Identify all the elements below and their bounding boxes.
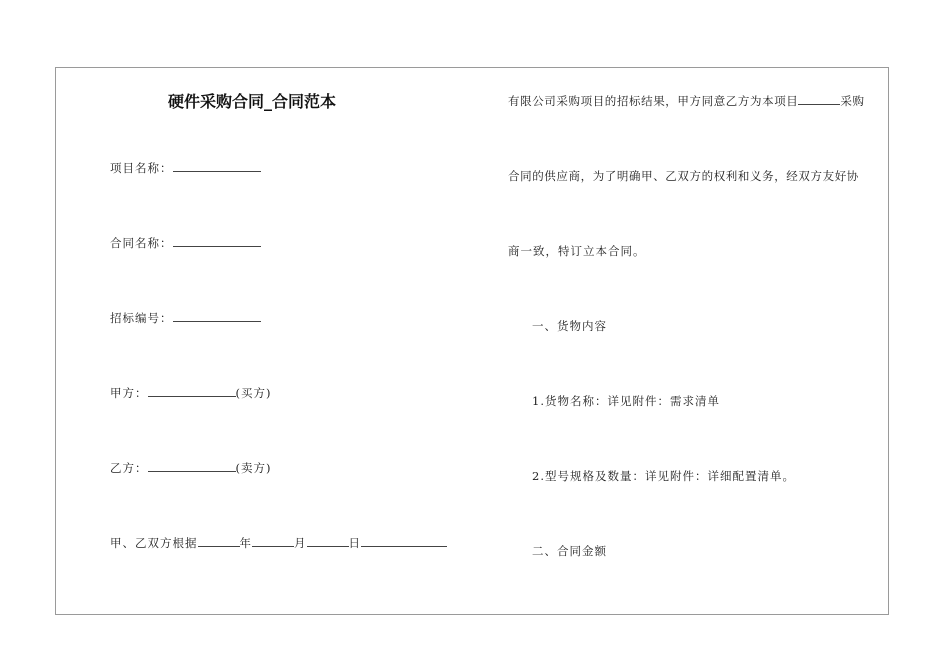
section-1-heading: 一、货物内容: [532, 319, 607, 333]
party-a-line: [110, 385, 271, 401]
para1-line3: 商一致，特订立本合同。: [508, 244, 646, 258]
day-blank: [307, 535, 349, 547]
project-blank: [798, 93, 840, 105]
party-b-role: (卖方): [235, 461, 272, 475]
para1-line2: 合同的供应商，为了明确甲、乙双方的权利和义务，经双方友好协: [508, 169, 859, 183]
trailing-blank: [361, 535, 447, 547]
section-2-heading: 二、合同金额: [532, 544, 607, 558]
project-name-blank: [173, 160, 261, 172]
bid-number-blank: [173, 310, 261, 322]
bid-number-label: 招标编号：: [110, 311, 173, 325]
contract-name-blank: [173, 235, 261, 247]
party-b-blank: [148, 460, 236, 472]
para1-line1-prefix: 有限公司采购项目的招标结果，甲方同意乙方为本项目: [508, 94, 799, 108]
party-a-label: 甲方：: [110, 386, 148, 400]
item-1: 1.货物名称：详见附件：需求清单: [532, 394, 720, 408]
party-b-line: [110, 460, 271, 476]
project-name-line: [110, 160, 261, 176]
basis-prefix: 甲、乙双方根据: [110, 536, 198, 550]
party-b-label: 乙方：: [110, 461, 148, 475]
year-blank: [198, 535, 240, 547]
item-2: 2.型号规格及数量：详见附件：详细配置清单。: [532, 469, 795, 483]
month-blank: [252, 535, 294, 547]
para1-line1-suffix: 采购: [840, 94, 865, 108]
year-label: 年: [239, 536, 252, 550]
page-border: [55, 67, 889, 615]
contract-name-line: [110, 235, 261, 251]
project-name-label: 项目名称：: [110, 161, 173, 175]
basis-line: [110, 535, 447, 551]
bid-number-line: [110, 310, 261, 326]
day-label: 日: [348, 536, 361, 550]
para1-line1: [508, 93, 865, 109]
party-a-blank: [148, 385, 236, 397]
month-label: 月: [294, 536, 307, 550]
contract-name-label: 合同名称：: [110, 236, 173, 250]
document-title: 硬件采购合同_合同范本: [168, 92, 337, 111]
party-a-role: (买方): [235, 386, 272, 400]
